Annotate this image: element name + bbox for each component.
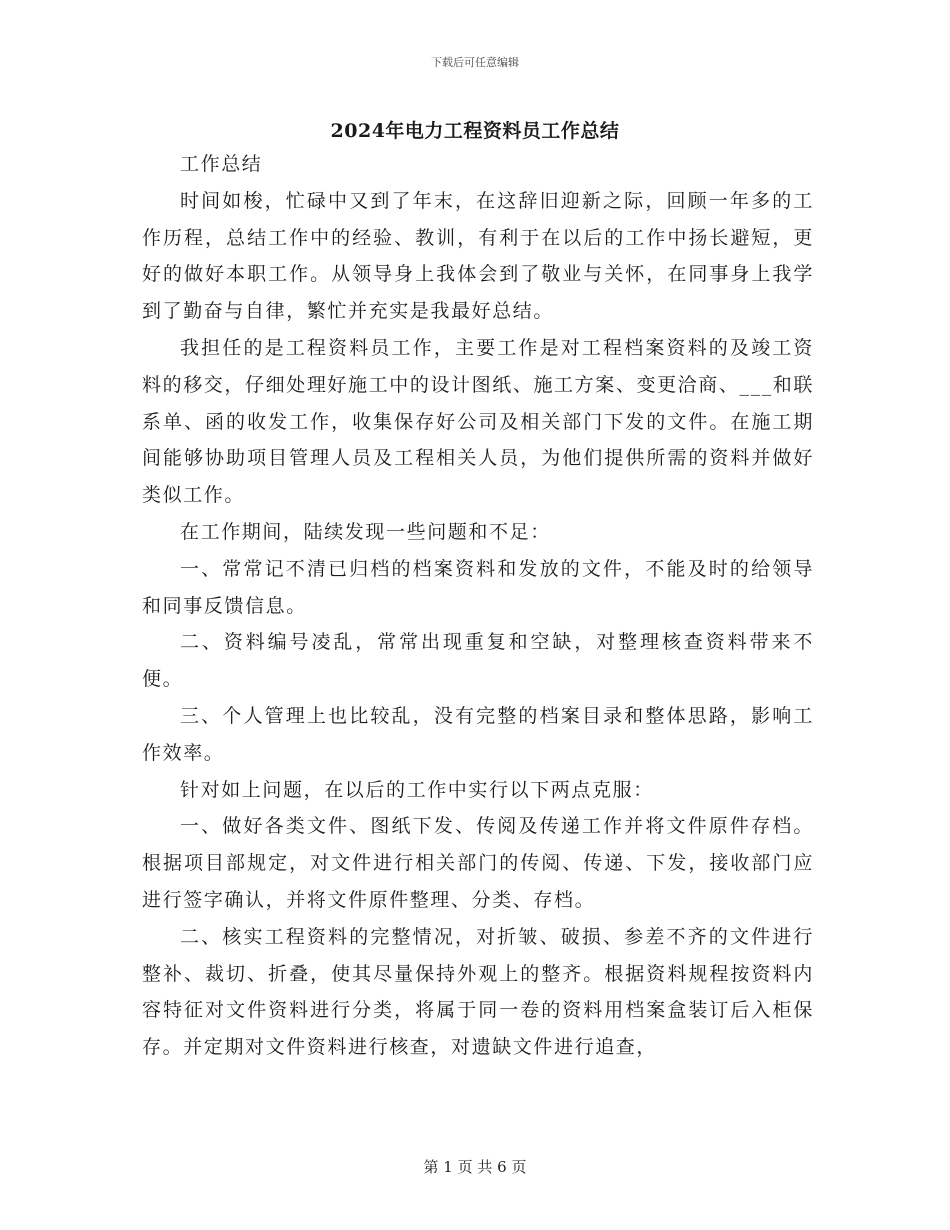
paragraph: 二、资料编号凌乱，常常出现重复和空缺，对整理核查资料带来不便。 <box>142 631 814 691</box>
paragraph: 一、做好各类文件、图纸下发、传阅及传递工作并将文件原件存档。根据项目部规定，对文件进行相关部门的传阅、传递、下发，接收部门应进行签字确认，并将文件原件整理、分类、存档。 <box>142 815 814 911</box>
paragraph: 我担任的是工程资料员工作，主要工作是对工程档案资料的及竣工资料的移交，仔细处理好施工中的设计图纸、施工方案、变更洽商、___和联系单、函的收发工作，收集保存好公司及相关部门下发的文件。在施工期间能够协助项目管理人员及工程相关人员，为他们提供所需的资料并做好类似工作。 <box>142 336 814 507</box>
document-title: 2024年电力工程资料员工作总结 <box>330 120 620 142</box>
paragraph: 针对如上问题，在以后的工作中实行以下两点克服： <box>180 778 654 801</box>
page-number: 第 1 页 共 6 页 <box>423 1158 527 1176</box>
paragraph: 时间如梭，忙碌中又到了年末，在这辞旧迎新之际，回顾一年多的工作历程，总结工作中的经验、教训，有利于在以后的工作中扬长避短，更好的做好本职工作。从领导身上我体会到了敬业与关怀，在同事身上我学到了勤奋与自律，繁忙并充实是我最好总结。 <box>142 189 814 323</box>
document-body <box>142 146 814 1066</box>
paragraph: 一、常常记不清已归档的档案资料和发放的文件，不能及时的给领导和同事反馈信息。 <box>142 557 814 617</box>
header-note: 下载后可任意编辑 <box>431 56 519 69</box>
paragraph: 工作总结 <box>180 153 263 175</box>
paragraph: 在工作期间，陆续发现一些问题和不足： <box>180 520 551 543</box>
paragraph: 二、核实工程资料的完整情况，对折皱、破损、参差不齐的文件进行整补、裁切、折叠，使其尽量保持外观上的整齐。根据资料规程按资料内容特征对文件资料进行分类，将属于同一卷的资料用档案盒装订后入柜保存。并定期对文件资料进行核查，对遗缺文件进行追查， <box>142 925 814 1059</box>
paragraph: 三、个人管理上也比较乱，没有完整的档案目录和整体思路，影响工作效率。 <box>142 704 814 764</box>
